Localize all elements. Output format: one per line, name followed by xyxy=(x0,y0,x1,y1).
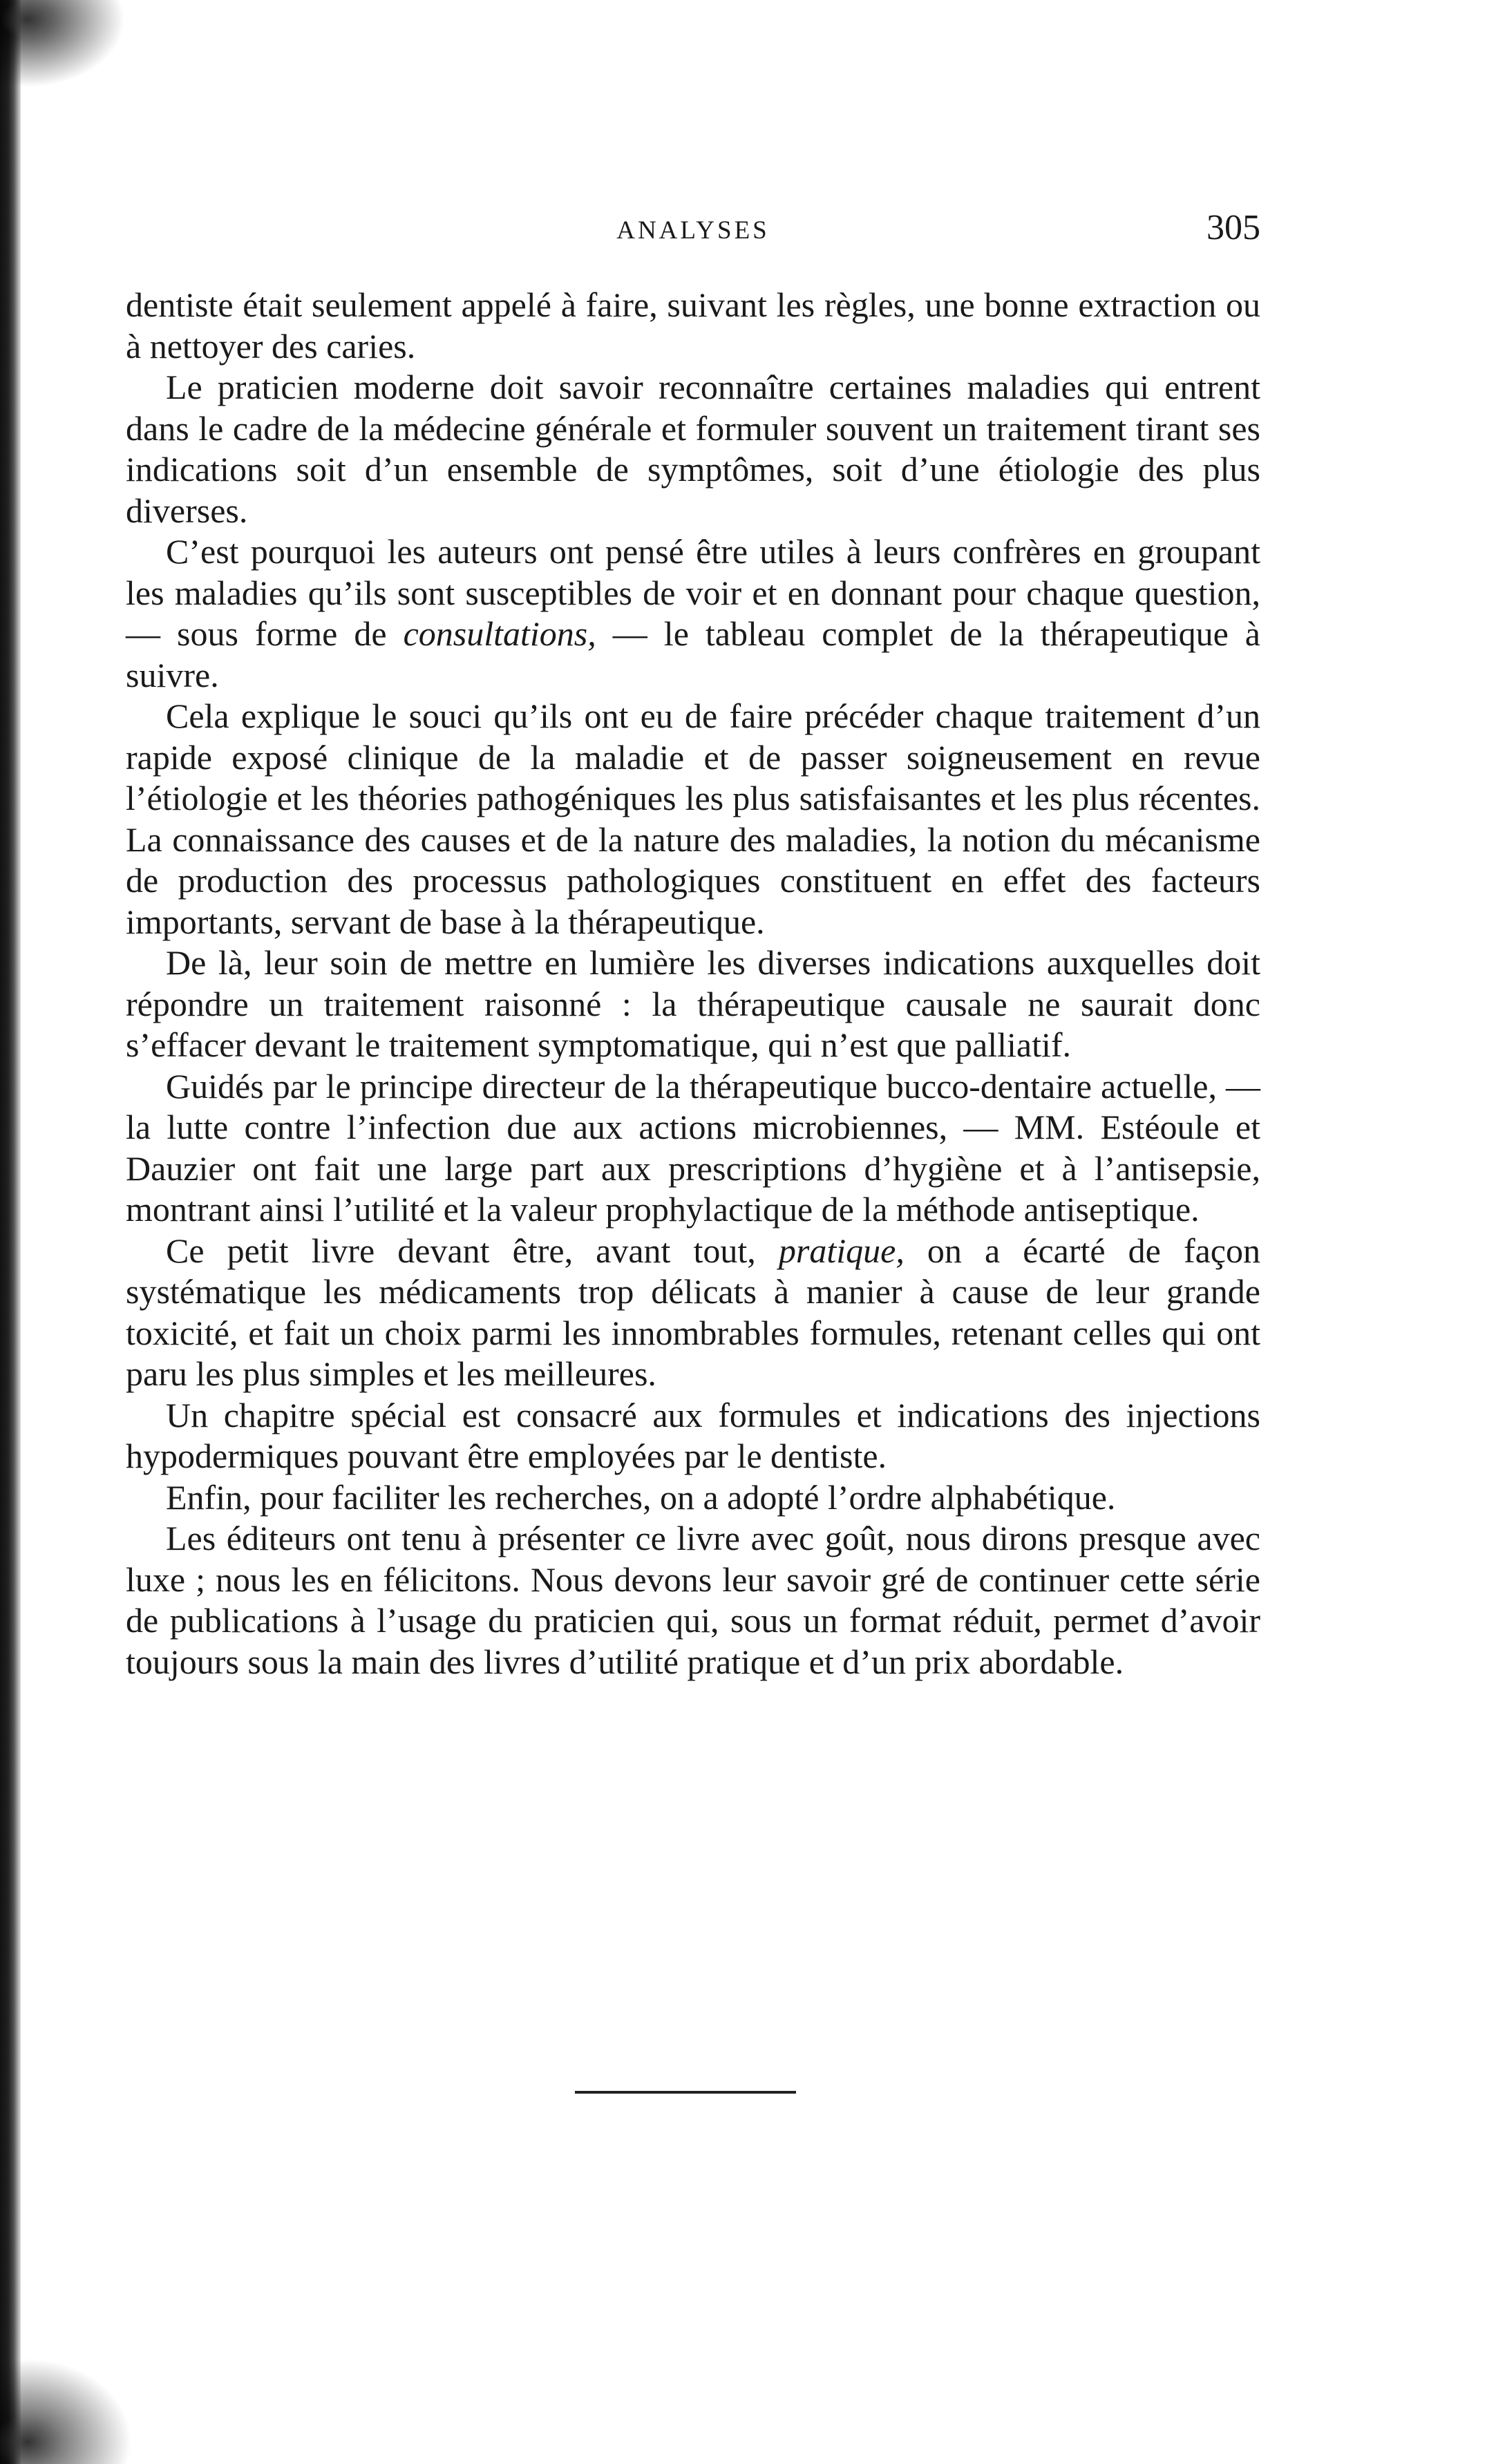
scan-shadow-bottom xyxy=(0,2353,138,2464)
paragraph: Un chapitre spécial est consacré aux formules et indications des injections hypodermiques pouvant être employées par le dentiste. xyxy=(126,1395,1260,1475)
scan-shadow-top xyxy=(0,0,138,97)
body-text xyxy=(126,285,1260,1683)
paragraph-text: Ce petit livre devant être, avant tout, xyxy=(166,1231,779,1270)
paragraph: Guidés par le principe directeur de la thérapeutique bucco-dentaire actuelle, — la lutte contre l’infection due aux actions microbiennes, — MM. Estéoule et Dauzier ont fait une large part aux prescriptions d’hygiène et à l’antisepsie, montrant ainsi l’utilité et la valeur prophylactique de la méthode antiseptique. xyxy=(126,1066,1260,1229)
italic-term: consultations, xyxy=(403,614,596,653)
paragraph xyxy=(126,1231,1260,1395)
italic-term: pratique, xyxy=(778,1231,905,1270)
paragraph-text: on a écarté de façon systématique les médicaments trop délicats à manier à cause de leur grande toxicité, et fait un choix parmi les innombrables formules, retenant celles qui ont paru les plus simples et les meilleures. xyxy=(126,1231,1260,1393)
page-number: 305 xyxy=(1206,208,1260,247)
paragraph-text: — le tableau complet de la thérapeutique à suivre. xyxy=(126,614,1260,694)
paragraph-text: C’est pourquoi les auteurs ont pensé être utiles à leurs confrères en groupant les maladies qu’ils sont susceptibles de voir et en donnant pour chaque question, — sous forme de xyxy=(126,532,1260,653)
paragraph: De là, leur soin de mettre en lumière les diverses indications auxquelles doit répondre un traitement raisonné : la thérapeutique causale ne saurait donc s’effacer devant le traitement symptomatique, qui n’est que palliatif. xyxy=(126,943,1260,1064)
paragraph: Les éditeurs ont tenu à présenter ce livre avec goût, nous dirons presque avec luxe ; nous les en félicitons. Nous devons leur savoir gré de continuer cette série de publications à l’usage du praticien qui, sous un format réduit, permet d’avoir toujours sous la main des livres d’utilité pratique et d’un prix abordable. xyxy=(126,1519,1260,1681)
paragraph xyxy=(126,531,1260,696)
running-title: ANALYSES xyxy=(616,216,770,245)
section-end-rule xyxy=(575,2091,796,2094)
paragraph: dentiste était seulement appelé à faire, suivant les règles, une bonne extraction ou à nettoyer des caries. xyxy=(126,285,1260,366)
paragraph: Enfin, pour faciliter les recherches, on a adopté l’ordre alphabétique. xyxy=(166,1477,1116,1517)
binding-edge xyxy=(0,0,21,2464)
paragraph: Cela explique le souci qu’ils ont eu de faire précéder chaque traitement d’un rapide exposé clinique de la maladie et de passer soigneusement en revue l’étiologie et les théories pathogéniques les plus satisfaisantes et les plus récentes. La connaissance des causes et de la nature des maladies, la notion du mécanisme de production des processus pathologiques constituent en effet des facteurs importants, servant de base à la thérapeutique. xyxy=(126,696,1260,941)
running-head xyxy=(126,207,1260,256)
paragraph: Le praticien moderne doit savoir reconnaître certaines maladies qui entrent dans le cadre de la médecine générale et formuler souvent un traitement tirant ses indications soit d’un ensemble de symptômes, soit d’une étiologie des plus diverses. xyxy=(126,368,1260,530)
